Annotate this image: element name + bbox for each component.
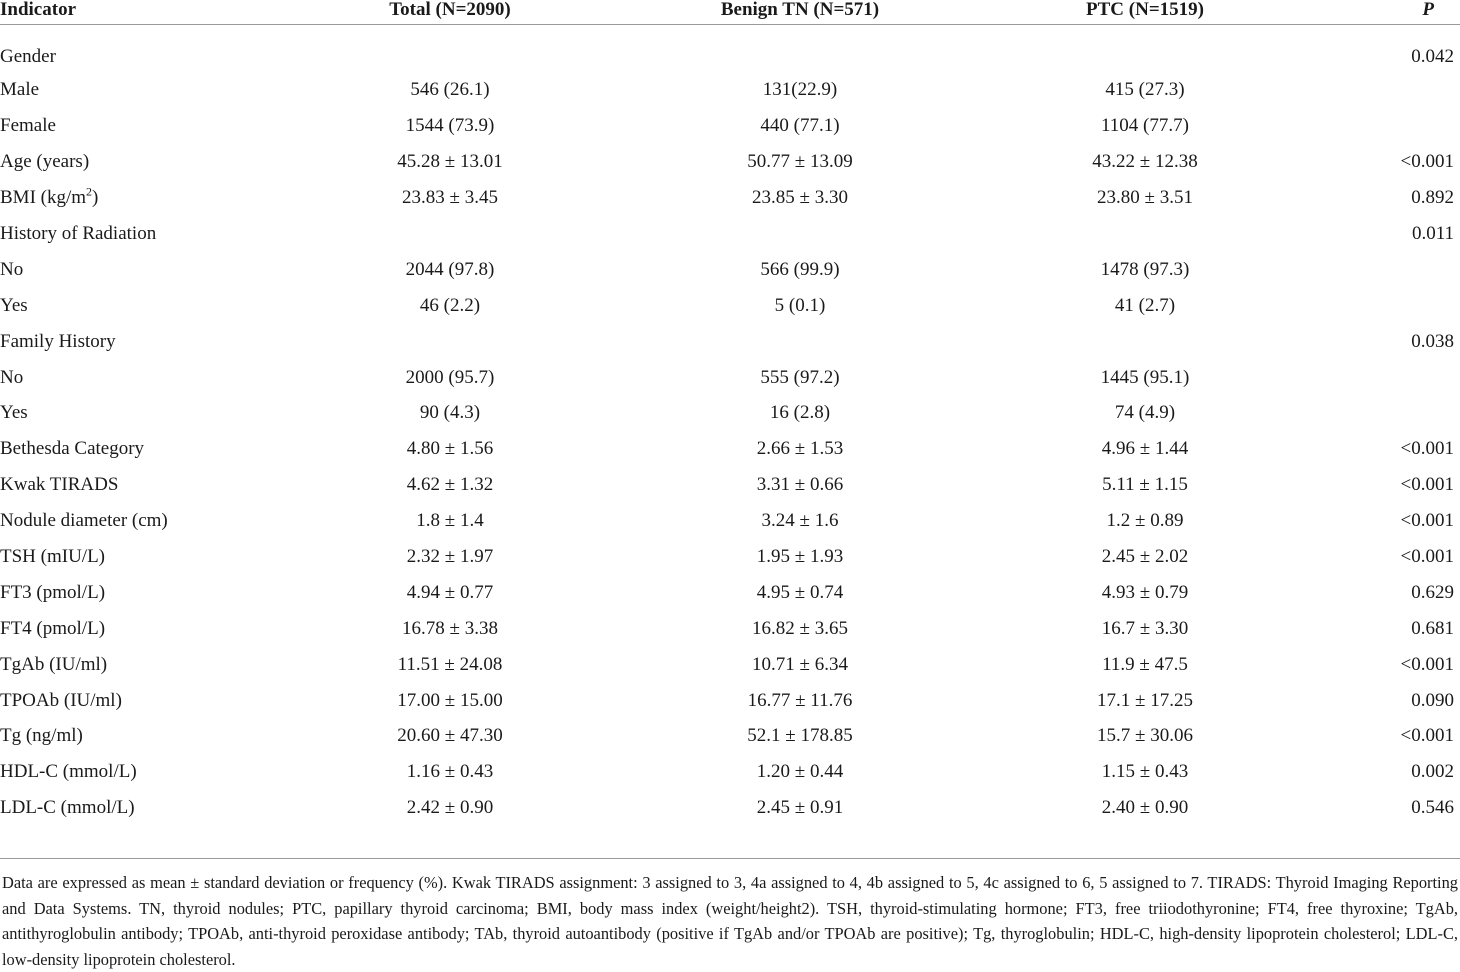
cell-benign: 16.77 ± 11.76 — [747, 689, 853, 711]
cell-ptc: 15.7 ± 30.06 — [1097, 725, 1193, 747]
cell-ptc: 1445 (95.1) — [1100, 366, 1190, 388]
cell-total: 20.60 ± 47.30 — [397, 725, 503, 747]
row-label: Yes — [0, 402, 28, 424]
cell-p — [1330, 108, 1460, 144]
cell-benign: 10.71 ± 6.34 — [752, 653, 848, 675]
cell-ptc: 5.11 ± 1.15 — [1102, 474, 1188, 496]
row-label: Yes — [0, 294, 28, 316]
row-label: Gender — [0, 46, 56, 68]
cell-ptc — [960, 216, 1330, 252]
cell-p — [1330, 288, 1460, 324]
table-row — [0, 503, 1460, 539]
row-label: TPOAb (IU/ml) — [0, 689, 122, 711]
cell-p: 0.090 — [1411, 689, 1454, 711]
cell-benign: 4.95 ± 0.74 — [756, 581, 844, 603]
table-row — [0, 360, 1460, 396]
cell-p — [1330, 252, 1460, 288]
cell-ptc: 1104 (77.7) — [1101, 115, 1189, 137]
cell-benign: 52.1 ± 178.85 — [747, 725, 853, 747]
table-row — [0, 683, 1460, 719]
cell-benign: 2.45 ± 0.91 — [756, 797, 844, 819]
cell-benign: 1.95 ± 1.93 — [756, 546, 844, 568]
row-label: TgAb (IU/ml) — [0, 653, 108, 675]
cell-p: <0.001 — [1400, 725, 1454, 747]
cell-benign — [640, 216, 960, 252]
cell-p: 0.038 — [1411, 330, 1454, 352]
table-row — [0, 288, 1460, 324]
cell-total — [260, 25, 640, 73]
cell-ptc: 1478 (97.3) — [1100, 258, 1190, 280]
cell-total: 1.16 ± 0.43 — [406, 761, 494, 783]
cell-p: 0.011 — [1411, 223, 1454, 244]
row-label: Tg (ng/ml) — [0, 725, 83, 747]
cell-benign: 16.82 ± 3.65 — [752, 617, 848, 639]
cell-total: 2.32 ± 1.97 — [406, 546, 494, 568]
row-label: Age (years) — [0, 151, 90, 173]
cell-benign: 566 (99.9) — [760, 258, 840, 280]
table-row — [0, 647, 1460, 683]
table-header-row — [0, 0, 1460, 25]
row-label: FT4 (pmol/L) — [0, 617, 106, 639]
table-row — [0, 25, 1460, 73]
row-label: LDL-C (mmol/L) — [0, 797, 135, 819]
row-label-bmi — [0, 180, 260, 216]
cell-benign: 5 (0.1) — [774, 294, 826, 316]
cell-p: 0.681 — [1411, 617, 1454, 639]
cell-benign: 2.66 ± 1.53 — [756, 438, 844, 460]
table-row — [0, 790, 1460, 826]
cell-ptc: 2.40 ± 0.90 — [1101, 797, 1189, 819]
cell-benign: 131(22.9) — [762, 79, 838, 101]
cell-p: 0.629 — [1411, 581, 1454, 603]
row-label: FT3 (pmol/L) — [0, 581, 106, 603]
cell-benign: 23.85 ± 3.30 — [752, 187, 848, 209]
table-row — [0, 73, 1460, 109]
cell-benign: 3.31 ± 0.66 — [756, 474, 844, 496]
cell-total: 17.00 ± 15.00 — [397, 689, 503, 711]
table-bottom-rule — [0, 858, 1460, 859]
cell-ptc: 16.7 ± 3.30 — [1101, 617, 1189, 639]
cell-p: <0.001 — [1400, 438, 1454, 460]
row-label: No — [0, 258, 24, 280]
row-label: BMI (kg/m — [0, 187, 87, 209]
cell-ptc: 2.45 ± 2.02 — [1101, 546, 1189, 568]
cell-p: 0.892 — [1411, 187, 1454, 209]
cell-total: 45.28 ± 13.01 — [397, 151, 503, 173]
row-label: History of Radiation — [0, 223, 157, 244]
cell-total: 2000 (95.7) — [405, 366, 495, 388]
cell-total: 11.51 ± 24.08 — [397, 653, 503, 675]
cell-benign: 50.77 ± 13.09 — [747, 151, 853, 173]
cell-total: 23.83 ± 3.45 — [402, 187, 498, 209]
cell-ptc: 1.2 ± 0.89 — [1106, 510, 1184, 532]
table-row — [0, 144, 1460, 180]
cell-p — [1330, 396, 1460, 432]
row-label: Male — [0, 79, 40, 101]
row-label: Nodule diameter (cm) — [0, 510, 168, 532]
table-row — [0, 754, 1460, 790]
cell-ptc: 41 (2.7) — [1114, 294, 1176, 316]
table-row — [0, 324, 1460, 360]
row-label: Female — [0, 115, 56, 137]
cell-total — [260, 324, 640, 360]
cell-ptc — [960, 324, 1330, 360]
row-label: HDL-C (mmol/L) — [0, 761, 137, 783]
cell-total: 4.94 ± 0.77 — [406, 581, 494, 603]
cell-p — [1330, 73, 1460, 109]
cell-ptc: 4.93 ± 0.79 — [1101, 581, 1189, 603]
cell-ptc: 23.80 ± 3.51 — [1097, 187, 1193, 209]
table-row — [0, 719, 1460, 755]
row-label: TSH (mIU/L) — [0, 546, 106, 568]
table-row — [0, 396, 1460, 432]
table-row — [0, 252, 1460, 288]
header-indicator: Indicator — [0, 0, 76, 20]
header-benign: Benign TN (N=571) — [720, 0, 880, 20]
table-row — [0, 575, 1460, 611]
cell-p: <0.001 — [1400, 653, 1454, 675]
cell-benign: 16 (2.8) — [769, 402, 831, 424]
cell-ptc: 4.96 ± 1.44 — [1101, 438, 1189, 460]
header-ptc: PTC (N=1519) — [1086, 0, 1204, 20]
cell-p: <0.001 — [1400, 546, 1454, 568]
table-row — [0, 539, 1460, 575]
cell-total: 1.8 ± 1.4 — [416, 510, 484, 532]
cell-ptc: 1.15 ± 0.43 — [1101, 761, 1189, 783]
table-footnote: Data are expressed as mean ± standard deviation or frequency (%). Kwak TIRADS assignment: 3 assigned to 3, 4a assigned to 4, 4b assigned to 5, 4c assigned to 6, 5 assigned to 7. TIRADS: Thyroid Imaging Reporting and Data Systems. TN, thyroid nodules; PTC, papillary thyroid carcinoma; BMI, body mass index (weight/height2). TSH, thyroid-stimulating hormone; FT3, free triiodothyronine; FT4, free thyroxine; TgAb, antithyroglobulin antibody; TPOAb, anti-thyroid peroxidase antibody; TAb, thyroid autoantibody (positive if TgAb and/or TPOAb are positive); Tg, thyroglobulin; HDL-C, high-density lipoprotein cholesterol; LDL-C, low-density lipoprotein cholesterol. — [2, 873, 1458, 969]
cell-total: 546 (26.1) — [410, 79, 490, 101]
table-row — [0, 467, 1460, 503]
cell-ptc: 43.22 ± 12.38 — [1092, 151, 1198, 173]
cell-total: 1544 (73.9) — [405, 115, 495, 137]
cell-benign: 555 (97.2) — [760, 366, 840, 388]
cell-ptc — [960, 25, 1330, 73]
header-p: P — [1422, 0, 1434, 20]
header-total: Total (N=2090) — [389, 0, 511, 20]
cell-ptc: 17.1 ± 17.25 — [1097, 689, 1193, 711]
cell-p: <0.001 — [1400, 474, 1454, 496]
cell-total: 90 (4.3) — [419, 402, 481, 424]
table-row — [0, 216, 1460, 252]
table-row — [0, 611, 1460, 647]
cell-benign — [640, 25, 960, 73]
cell-p: <0.001 — [1400, 510, 1454, 532]
cell-total: 2044 (97.8) — [405, 258, 495, 280]
row-label: Kwak TIRADS — [0, 474, 119, 496]
cell-p — [1330, 360, 1460, 396]
cell-total — [260, 216, 640, 252]
row-label-suffix: ) — [92, 187, 99, 209]
cell-ptc: 74 (4.9) — [1114, 402, 1176, 424]
table-row — [0, 431, 1460, 467]
row-label: Bethesda Category — [0, 438, 145, 460]
row-label: Family History — [0, 330, 116, 352]
cell-ptc: 415 (27.3) — [1105, 79, 1185, 101]
cell-total: 4.80 ± 1.56 — [406, 438, 494, 460]
cell-p: <0.001 — [1400, 151, 1454, 173]
cell-ptc: 11.9 ± 47.5 — [1102, 653, 1188, 675]
row-label: No — [0, 366, 24, 388]
cell-p: 0.042 — [1411, 46, 1454, 68]
cell-benign — [640, 324, 960, 360]
row-label-superscript: 2 — [86, 184, 93, 199]
cell-total: 16.78 ± 3.38 — [402, 617, 498, 639]
cell-benign: 1.20 ± 0.44 — [756, 761, 844, 783]
cell-p: 0.546 — [1411, 797, 1454, 819]
table-row — [0, 180, 1460, 216]
cell-benign: 3.24 ± 1.6 — [761, 510, 839, 532]
cell-total: 46 (2.2) — [419, 294, 481, 316]
cell-benign: 440 (77.1) — [760, 115, 840, 137]
cell-total: 2.42 ± 0.90 — [406, 797, 494, 819]
table-row — [0, 108, 1460, 144]
cell-total: 4.62 ± 1.32 — [406, 474, 494, 496]
cell-p: 0.002 — [1411, 761, 1454, 783]
